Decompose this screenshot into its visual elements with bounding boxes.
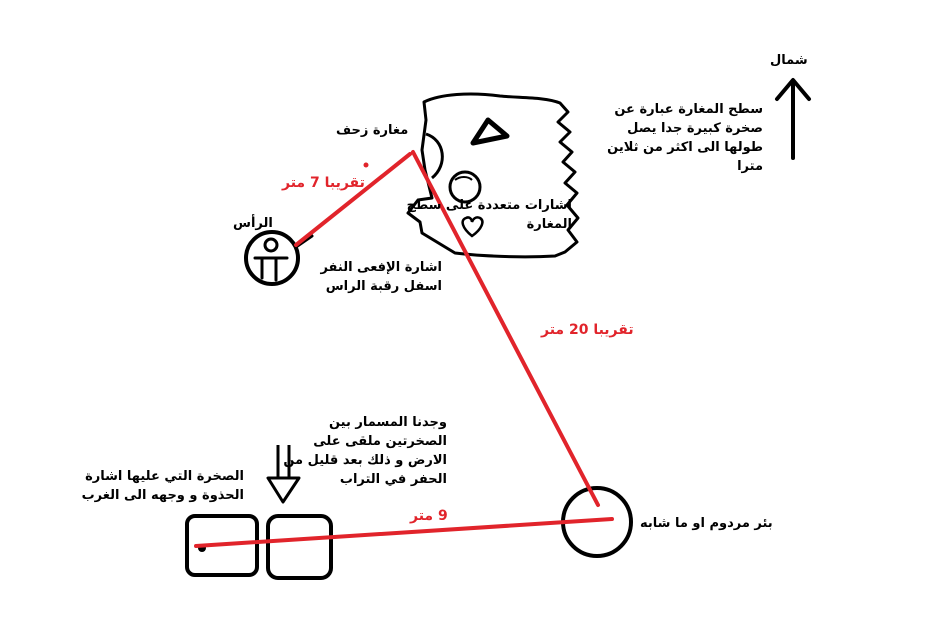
- nail-found-label: وجدنا المسمار بين الصخرتين ملقى على الارض و ذلك بعد قليل من الحفر في التراب: [283, 415, 447, 487]
- circle-sign-mark: [455, 177, 472, 180]
- cave-surface-label: سطح المغارة عبارة عن صخرة كبيرة جدا يصل طولها الى اكثر من ثلاين مترا: [607, 102, 763, 174]
- distance-9m-label: 9 متر: [410, 508, 448, 524]
- distance-7m-label: تقريبا 7 متر: [282, 175, 365, 191]
- route-dot: [364, 163, 369, 168]
- north-arrow-icon: [777, 80, 809, 158]
- route-7m: [296, 154, 410, 245]
- snake-sign-label: اشارة الإفعى النفر اسفل رقبة الراس: [320, 260, 442, 294]
- north-label: شمال: [770, 53, 808, 68]
- cave-mouth: [426, 134, 442, 178]
- second-rock: [268, 516, 331, 578]
- crawl-cave-label: مغارة زحف: [336, 123, 409, 138]
- multi-signs-label: اشارات متعددة على سطح المغارة: [406, 198, 572, 232]
- horseshoe-rock-label: الصخرة التي عليها اشارة الحذوة و وجهه الى الغرب: [81, 469, 244, 503]
- triangle-sign-icon: [473, 120, 507, 143]
- well-label: بئر مردوم او ما شابه: [640, 516, 773, 531]
- head-label: الرأس: [233, 216, 273, 231]
- distance-20m-label: تقريبا 20 متر: [541, 322, 634, 338]
